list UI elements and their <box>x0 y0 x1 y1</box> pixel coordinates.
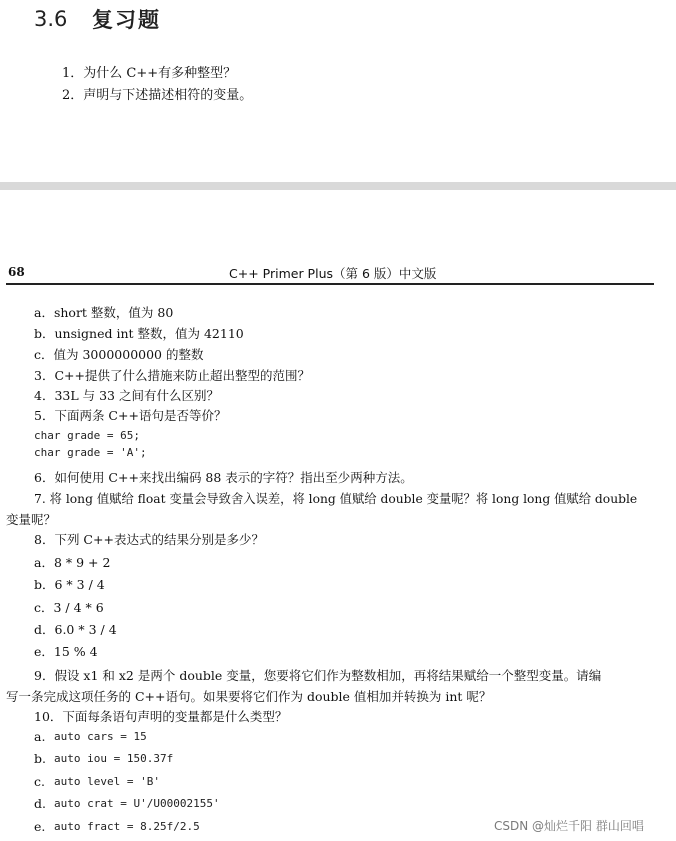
question-6: 6．如何使用 C++来找出编码 88 表示的字符？指出至少两种方法。 <box>34 470 413 485</box>
decl-c-label: c. <box>34 774 45 789</box>
question-7: 7. 将 long 值赋给 float 变量会导致舍入误差，将 long 值赋给 double 变量呢？将 long long 值赋给 double <box>34 492 638 506</box>
question-5: 5．下面两条 C++语句是否等价？ <box>34 408 227 423</box>
decl-d-label: d. <box>34 796 46 811</box>
decl-d-code: auto crat = U'/U00002155' <box>54 797 220 810</box>
expression-c: c．3 / 4 * 6 <box>34 600 104 615</box>
section-title: 复习题 <box>92 8 161 32</box>
question-4: 4．33L 与 33 之间有什么区别？ <box>34 388 219 403</box>
decl-a-code: auto cars = 15 <box>54 730 147 743</box>
expression-e: e．15 % 4 <box>34 644 98 659</box>
question-10: 10．下面每条语句声明的变量都是什么类型？ <box>34 709 288 724</box>
decl-a-label: a. <box>34 729 46 744</box>
header-rule <box>6 283 654 285</box>
question-2: 2．声明与下述描述相符的变量。 <box>62 88 253 103</box>
question-8: 8．下列 C++表达式的结果分别是多少？ <box>34 532 264 547</box>
section-number: 3.6 <box>34 7 68 31</box>
page-number: 68 <box>8 265 25 279</box>
decl-b-label: b. <box>34 751 46 766</box>
question-7-cont: 变量呢？ <box>6 512 57 527</box>
question-9-cont: 写一条完成这项任务的 C++语句。如果要将它们作为 double 值相加并转换为 int 呢？ <box>6 689 492 704</box>
expression-a: a．8 * 9 + 2 <box>34 555 111 570</box>
page-separator <box>0 182 676 190</box>
item-b: b．unsigned int 整数，值为 42110 <box>34 326 244 341</box>
decl-e-code: auto fract = 8.25f/2.5 <box>54 820 200 833</box>
code-line: char grade = 'A'; <box>34 446 147 459</box>
code-line: char grade = 65; <box>34 429 140 442</box>
question-9: 9．假设 x1 和 x2 是两个 double 变量，您要将它们作为整数相加，再将结果赋给一个整型变量。请编 <box>34 668 602 683</box>
question-3: 3．C++提供了什么措施来防止超出整型的范围？ <box>34 368 310 383</box>
item-c: c．值为 3000000000 的整数 <box>34 347 204 362</box>
item-a: a．short 整数，值为 80 <box>34 305 174 320</box>
book-title: C++ Primer Plus（第 6 版）中文版 <box>229 266 437 281</box>
decl-e-label: e. <box>34 819 46 834</box>
expression-b: b．6 * 3 / 4 <box>34 577 105 592</box>
decl-b-code: auto iou = 150.37f <box>54 752 174 765</box>
decl-c-code: auto level = 'B' <box>54 775 160 788</box>
expression-d: d．6.0 * 3 / 4 <box>34 622 117 637</box>
watermark: CSDN @灿烂千阳 群山回唱 <box>494 819 644 833</box>
question-1: 1．为什么 C++有多种整型？ <box>62 66 237 81</box>
